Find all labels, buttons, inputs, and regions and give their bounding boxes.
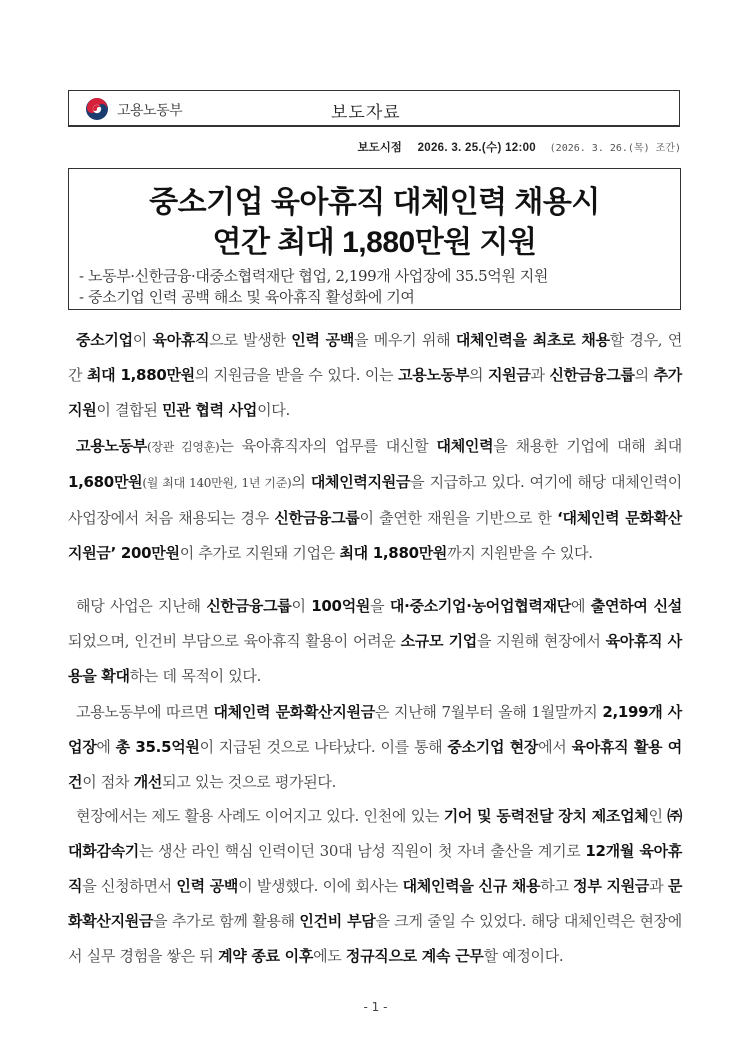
body-text-run: 해당 사업은 지난해 xyxy=(76,597,207,615)
body-text-run: 이다. xyxy=(257,401,290,419)
body-text-run: 을 신청하면서 xyxy=(82,877,177,895)
emphasis-text: 민관 협력 사업 xyxy=(162,401,258,419)
body-text-run: 하는 데 목적이 있다. xyxy=(129,667,262,685)
emphasis-text: 중소기업 현장 xyxy=(447,738,539,756)
body-text-run: 이 결합된 xyxy=(96,401,163,419)
body-text-run: 을 지급하고 있다. 여기에 해당 대체인력이 사업장에서 처음 채용되는 경우 xyxy=(68,473,682,527)
emphasis-text: 기어 및 동력전달 장치 제조업체 xyxy=(443,807,649,825)
emphasis-text: 고용노동부 xyxy=(398,366,470,384)
body-text-run: 현장에서는 제도 활용 사례도 이어지고 있다. 인천에 있는 xyxy=(76,807,444,825)
body-text-run: 할 예정이다. xyxy=(483,947,564,965)
emphasis-text: 12개월 육아휴직 xyxy=(68,842,683,895)
emphasis-text: 대·중소기업·농어업협력재단 xyxy=(389,597,571,615)
body-text-run: 의 xyxy=(634,366,654,384)
emphasis-text: 출연하여 신설 xyxy=(590,597,682,615)
body-text-run: 에서 xyxy=(538,738,572,756)
body-text-run: 으로 발생한 xyxy=(209,331,292,349)
emphasis-text: 육아휴직 사용을 확대 xyxy=(68,632,682,685)
subtitle-1: - 노동부·신한금융·대중소협력재단 협업, 2,199개 사업장에 35.5억원 지원 xyxy=(79,267,548,285)
body-text-run: 인 xyxy=(648,807,668,825)
emphasis-text: ㈜대화감속기 xyxy=(68,807,682,860)
emphasis-text: 대체인력 문화확산지원금 xyxy=(213,703,375,721)
title-box xyxy=(68,168,681,310)
emphasis-text: 신한금융그룹 xyxy=(274,509,360,527)
paragraph-3 xyxy=(68,589,682,694)
emphasis-text: 중소기업 xyxy=(76,331,133,349)
body-text-run: (월 최대 140만원, 1년 기준) xyxy=(142,476,292,490)
emphasis-text: 인건비 부담 xyxy=(299,912,376,930)
body-text-run: 을 xyxy=(370,597,390,615)
body-text-run: 되고 있는 것으로 평가된다. xyxy=(162,773,337,791)
body-text-run: 고용노동부에 따르면 xyxy=(76,703,214,721)
header-box xyxy=(68,90,680,127)
body-text-run: 의 xyxy=(291,473,311,491)
body-text-run: 과 xyxy=(530,366,550,384)
release-note: (2026. 3. 26.(목) 조간) xyxy=(549,143,681,154)
emphasis-text: 육아휴직 xyxy=(152,331,210,349)
emphasis-text: 개선 xyxy=(133,773,163,791)
body-text-run: 에 xyxy=(570,597,591,615)
headline-line-1: 중소기업 육아휴직 대체인력 채용시 xyxy=(149,186,600,219)
release-datetime: 2026. 3. 25.(수) 12:00 xyxy=(417,142,536,154)
release-info xyxy=(357,139,681,155)
body-text-run: 을 지원해 현장에서 xyxy=(476,632,606,650)
body-text-run: 을 채용한 기업에 대해 최대 xyxy=(493,437,682,455)
emphasis-text: 최대 1,880만원 xyxy=(339,544,448,562)
paragraph-text xyxy=(68,429,682,571)
emphasis-text: 정규직으로 계속 근무 xyxy=(345,947,484,965)
emphasis-text: ‘대체인력 문화확산지원금’ 200만원 xyxy=(68,509,683,562)
emphasis-text: 대체인력지원금 xyxy=(310,473,411,491)
emphasis-text: 100억원 xyxy=(311,597,371,615)
emphasis-text: 추가 지원 xyxy=(68,366,682,419)
emphasis-text: 인력 공백 xyxy=(291,331,355,349)
body-text-run: 이 지급된 것으로 나타났다. 이를 통해 xyxy=(199,738,448,756)
emphasis-text: 대체인력을 신규 채용 xyxy=(402,877,541,895)
headline-line-2: 연간 최대 1,880만원 지원 xyxy=(212,226,537,259)
emphasis-text: 대체인력을 최초로 채용 xyxy=(455,331,610,349)
document-type: 보도자료 xyxy=(331,103,401,123)
body-text-run: 을 추가로 함께 활용해 xyxy=(153,912,300,930)
page-number: - 1 - xyxy=(363,1000,388,1014)
body-text-run: 이 점차 xyxy=(82,773,134,791)
body-text-run: 이 추가로 지원돼 기업은 xyxy=(179,544,340,562)
paragraph-2 xyxy=(68,429,682,571)
body-text-run: 하고 xyxy=(540,877,574,895)
body-text-run: (장관 김영훈) xyxy=(146,440,220,454)
body-text-run: 이 출연한 재원을 기반으로 한 xyxy=(359,509,558,527)
body-text-run: 을 크게 줄일 수 있었다. 해당 대체인력은 현장에서 실무 경험을 쌓은 뒤 xyxy=(68,912,683,965)
paragraph-4 xyxy=(68,695,682,800)
body-text-run: 이 xyxy=(132,331,153,349)
emphasis-text: 최대 1,880만원 xyxy=(86,366,195,384)
emphasis-text: 문화확산지원금 xyxy=(68,877,683,930)
emphasis-text: 지원금 xyxy=(487,366,531,384)
paragraph-text xyxy=(68,589,682,694)
emphasis-text: 신한금융그룹 xyxy=(549,366,635,384)
emphasis-text: 총 35.5억원 xyxy=(115,738,200,756)
emphasis-text: 1,680만원 xyxy=(68,473,143,491)
body-text-run: 에도 xyxy=(313,947,346,965)
body-text-run: 까지 지원받을 수 있다. xyxy=(447,544,593,562)
emphasis-text: 육아휴직 활용 여건 xyxy=(68,738,682,791)
paragraph-text xyxy=(68,323,682,428)
emphasis-text: 계약 종료 이후 xyxy=(218,947,314,965)
paragraph-5 xyxy=(68,799,682,974)
paragraph-1 xyxy=(68,323,682,428)
emphasis-text: 신한금융그룹 xyxy=(206,597,292,615)
body-text-run: 는 육아휴직자의 업무를 대신할 xyxy=(219,437,437,455)
ministry-name: 고용노동부 xyxy=(117,103,183,119)
body-text-run: 의 xyxy=(469,366,488,384)
taegeuk-logo-icon xyxy=(85,97,109,121)
body-text-run: 을 메우기 위해 xyxy=(354,331,456,349)
emphasis-text: 2,199개 사업장 xyxy=(68,703,682,756)
paragraph-text xyxy=(68,799,682,974)
emphasis-text: 고용노동부 xyxy=(76,437,147,455)
paragraph-text xyxy=(68,695,682,800)
body-text-run: 과 xyxy=(649,877,668,895)
body-text-run: 의 지원금을 받을 수 있다. 이는 xyxy=(194,366,399,384)
emphasis-text: 정부 지원금 xyxy=(573,877,650,895)
subtitle-2: - 중소기업 인력 공백 해소 및 육아휴직 활성화에 기여 xyxy=(79,288,415,306)
body-text-run: 이 발생했다. 이에 회사는 xyxy=(238,877,403,895)
emphasis-text: 소규모 기업 xyxy=(400,632,477,650)
body-text-run: 에 xyxy=(96,738,116,756)
release-label: 보도시점 xyxy=(357,140,402,154)
emphasis-text: 인력 공백 xyxy=(176,877,239,895)
body-text-run: 되었으며, 인건비 부담으로 육아휴직 활용이 어려운 xyxy=(68,632,401,650)
body-text-run: 할 경우, 연간 xyxy=(68,331,683,384)
body-text-run: 는 생산 라인 핵심 인력이던 30대 남성 직원이 첫 자녀 출산을 계기로 xyxy=(138,842,586,860)
body-text-run: 은 지난해 7월부터 올해 1월말까지 xyxy=(374,703,603,721)
emphasis-text: 대체인력 xyxy=(436,437,494,455)
body-text-run: 이 xyxy=(291,597,312,615)
